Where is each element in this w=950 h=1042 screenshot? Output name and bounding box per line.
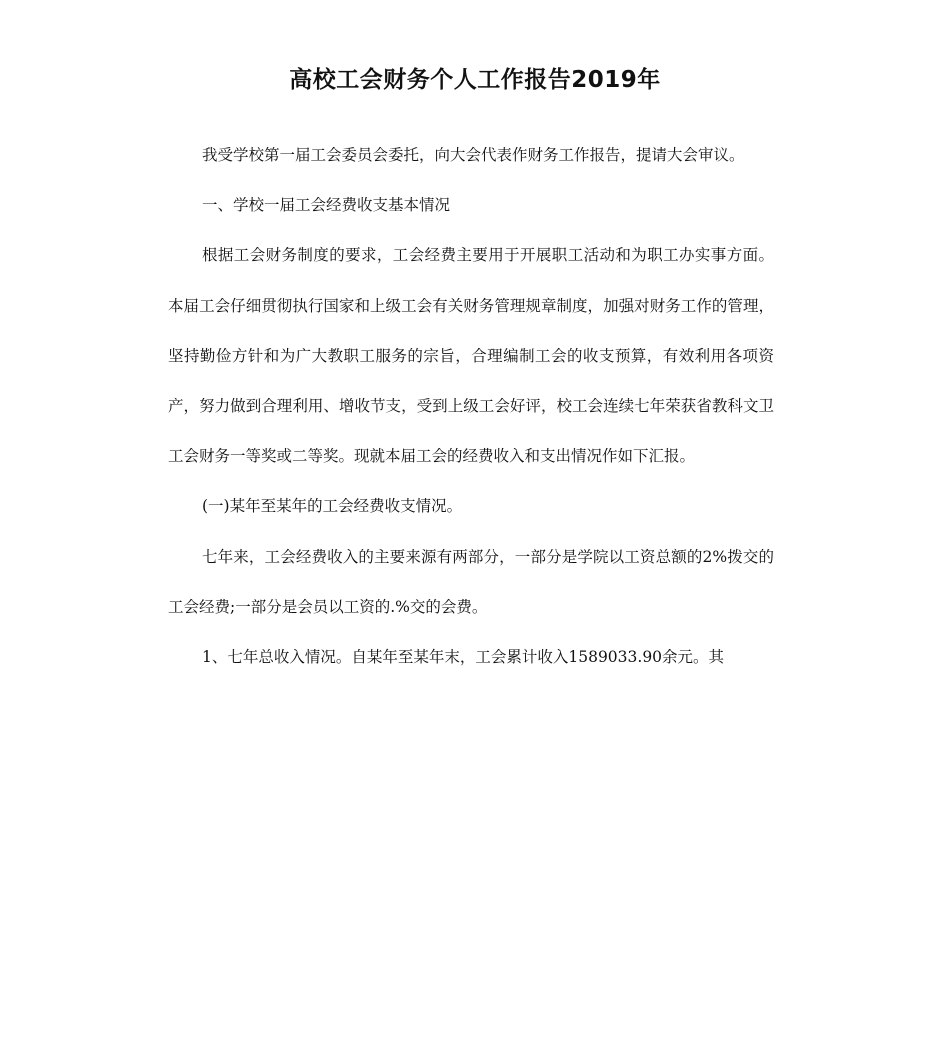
document-title: 高校工会财务个人工作报告2019年	[289, 67, 661, 93]
document-body	[168, 130, 774, 682]
section-heading-1: 一、学校一届工会经费收支基本情况	[202, 196, 451, 215]
paragraph-income-sources: 七年来，工会经费收入的主要来源有两部分，一部分是学院以工资总额的2%拨交的工会经费;一部分是会员以工资的.%交的会费。	[168, 547, 774, 616]
paragraph-intro: 我受学校第一届工会委员会委托，向大会代表作财务工作报告，提请大会审议。	[202, 146, 745, 164]
paragraph-overview: 根据工会财务制度的要求，工会经费主要用于开展职工活动和为职工办实事方面。本届工会仔细贯彻执行国家和上级工会有关财务管理规章制度，加强对财务工作的管理，坚持勤俭方针和为广大教职工服务的宗旨，合理编制工会的收支预算，有效利用各项资产，努力做到合理利用、增收节支，受到上级工会好评，校工会连续七年荣获省教科文卫工会财务一等奖或二等奖。现就本届工会的经费收入和支出情况作如下汇报。	[168, 246, 774, 466]
paragraph-total-income: 1、七年总收入情况。自某年至某年末，工会累计收入1589033.90余元。其	[202, 648, 725, 667]
subsection-heading-1: (一)某年至某年的工会经费收支情况。	[202, 497, 463, 516]
